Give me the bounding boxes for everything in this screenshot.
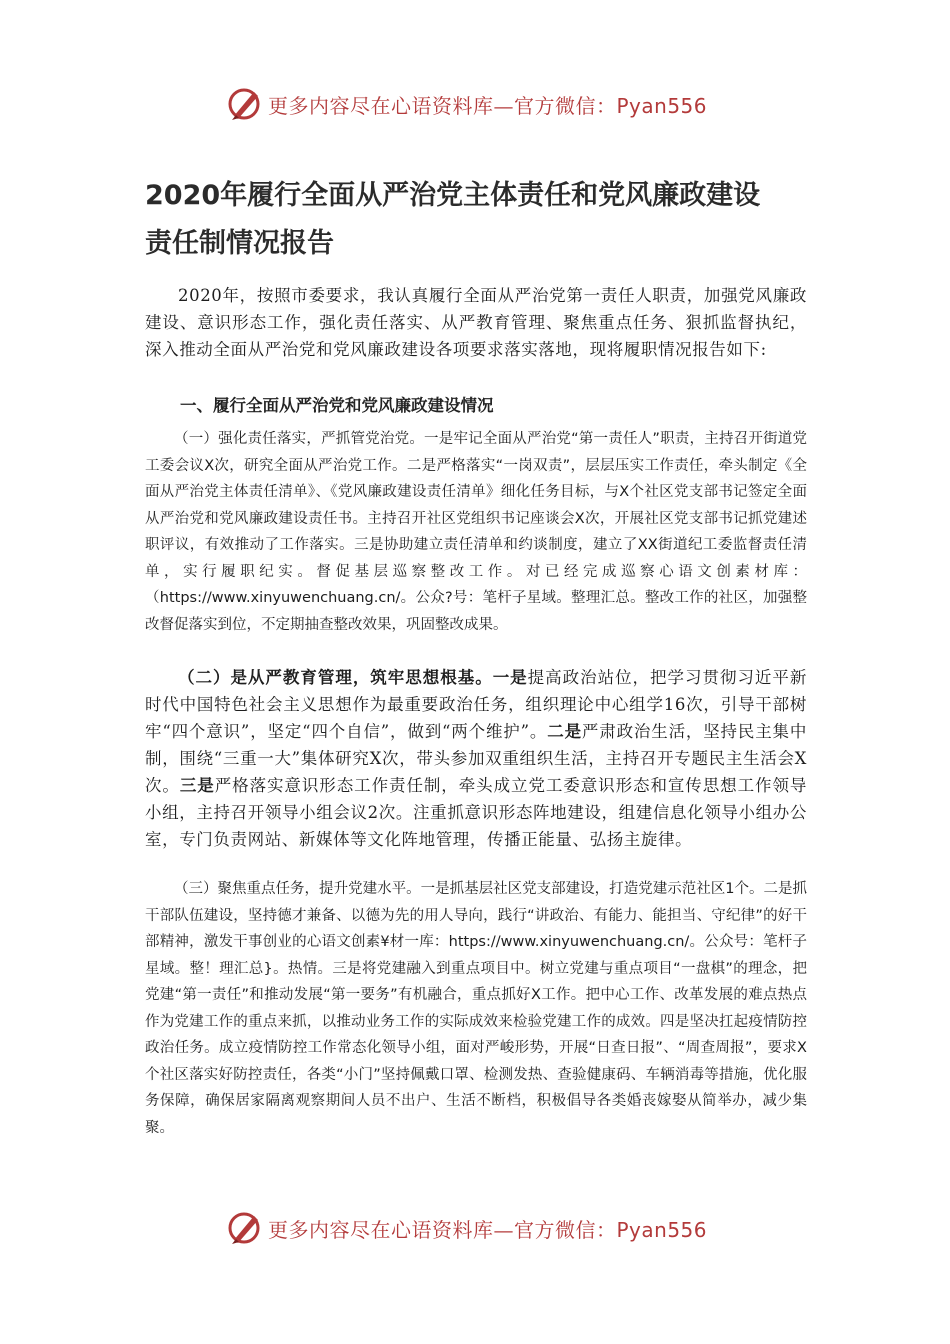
pen-logo-icon	[228, 86, 262, 122]
part-2-paragraph: （二）是从严教育管理，筑牢思想根基。一是提高政治站位，把学习贯彻习近平新时代中国特色社会主义思想作为最重要政治任务，组织理论中心组学16次，引导干部树牢“四个意识”，坚定“四个自信”，做到“两个维护”。二是严肃政治生活，坚持民主集中制，围绕“三重一大”集体研究X次，带头参加双重组织生活，主持召开专题民主生活会X次。三是严格落实意识形态工作责任制，牵头成立党工委意识形态和宣传思想工作领导小组，主持召开领导小组会议2次。注重抓意识形态阵地建设，组建信息化领导小组办公室，专门负责网站、新媒体等文化阵地管理，传播正能量、弘扬主旋律。	[145, 668, 807, 849]
banner-text: 更多内容尽在心语资料库—官方微信：Pyan556	[268, 93, 708, 118]
document-title	[145, 172, 825, 268]
footer-banner	[228, 1208, 707, 1248]
part-2-marker-2: 二是	[547, 722, 582, 741]
part-2-lead: （二）是从严教育管理，筑牢思想根基。	[178, 668, 493, 687]
banner-text: 更多内容尽在心语资料库—官方微信：Pyan556	[268, 1217, 708, 1242]
title-line-2: 责任制情况报告	[145, 228, 334, 259]
pen-logo-icon	[228, 1210, 262, 1246]
section-heading-1: 一、履行全面从严治党和党风廉政建设情况	[180, 396, 494, 415]
title-line-1: 2020年履行全面从严治党主体责任和党风廉政建设	[145, 180, 761, 211]
header-banner	[228, 84, 707, 124]
intro-paragraph: 2020年，按照市委要求，我认真履行全面从严治党第一责任人职责，加强党风廉政建设、意识形态工作，强化责任落实、从严教育管理、聚焦重点任务、狠抓监督执纪，深入推动全面从严治党和党风廉政建设各项要求落实落地，现将履职情况报告如下:	[145, 286, 807, 359]
part-1-paragraph: （一）强化责任落实，严抓管党治党。一是牢记全面从严治党“第一责任人”职责，主持召开街道党工委会议X次，研究全面从严治党工作。二是严格落实“一岗双责”，层层压实工作责任，牵头制定《全面从严治党主体责任清单》、《党风廉政建设责任清单》细化任务目标，与X个社区党支部书记签定全面从严治党和党风廉政建设责任书。主持召开社区党组织书记座谈会X次，开展社区党支部书记抓党建述职评议，有效推动了工作落实。三是协助建立责任清单和约谈制度，建立了XX街道纪工委监督责任清单，实行履职纪实。督促基层巡察整改工作。对已经完成巡察心语文创素材库：（https://www.xinyuwenchuang.cn/。公众?号：笔杆子星域。整理汇总。整改工作的社区，加强整改督促落实到位，不定期抽查整改效果，巩固整改成果。	[145, 431, 807, 633]
part-2-marker-1: 一是	[492, 668, 528, 687]
part-3-paragraph: （三）聚焦重点任务，提升党建水平。一是抓基层社区党支部建设，打造党建示范社区1个。二是抓干部队伍建设，坚持德才兼备、以德为先的用人导向，践行“讲政治、有能力、能担当、守纪律”的好干部精神，激发干事创业的心语文创素¥材一库：https://www.xinyuwenchuang.cn/。公众号：笔杆子星域。整！理汇总}。热情。三是将党建融入到重点项目中。树立党建与重点项目“一盘棋”的理念，把党建“第一责任”和推动发展“第一要务”有机融合，重点抓好X工作。把中心工作、改革发展的难点热点作为党建工作的重点来抓，以推动业务工作的实际成效来检验党建工作的成效。四是坚决扛起疫情防控政治任务。成立疫情防控工作常态化领导小组，面对严峻形势，开展“日查日报”、“周查周报”，要求X个社区落实好防控责任，各类“小门”坚持佩戴口罩、检测发热、查验健康码、车辆消毒等措施，优化服务保障，确保居家隔离观察期间人员不出户、生活不断档，积极倡导各类婚丧嫁娶从简举办，减少集聚。	[145, 881, 807, 1136]
part-2-marker-3: 三是	[179, 776, 215, 795]
